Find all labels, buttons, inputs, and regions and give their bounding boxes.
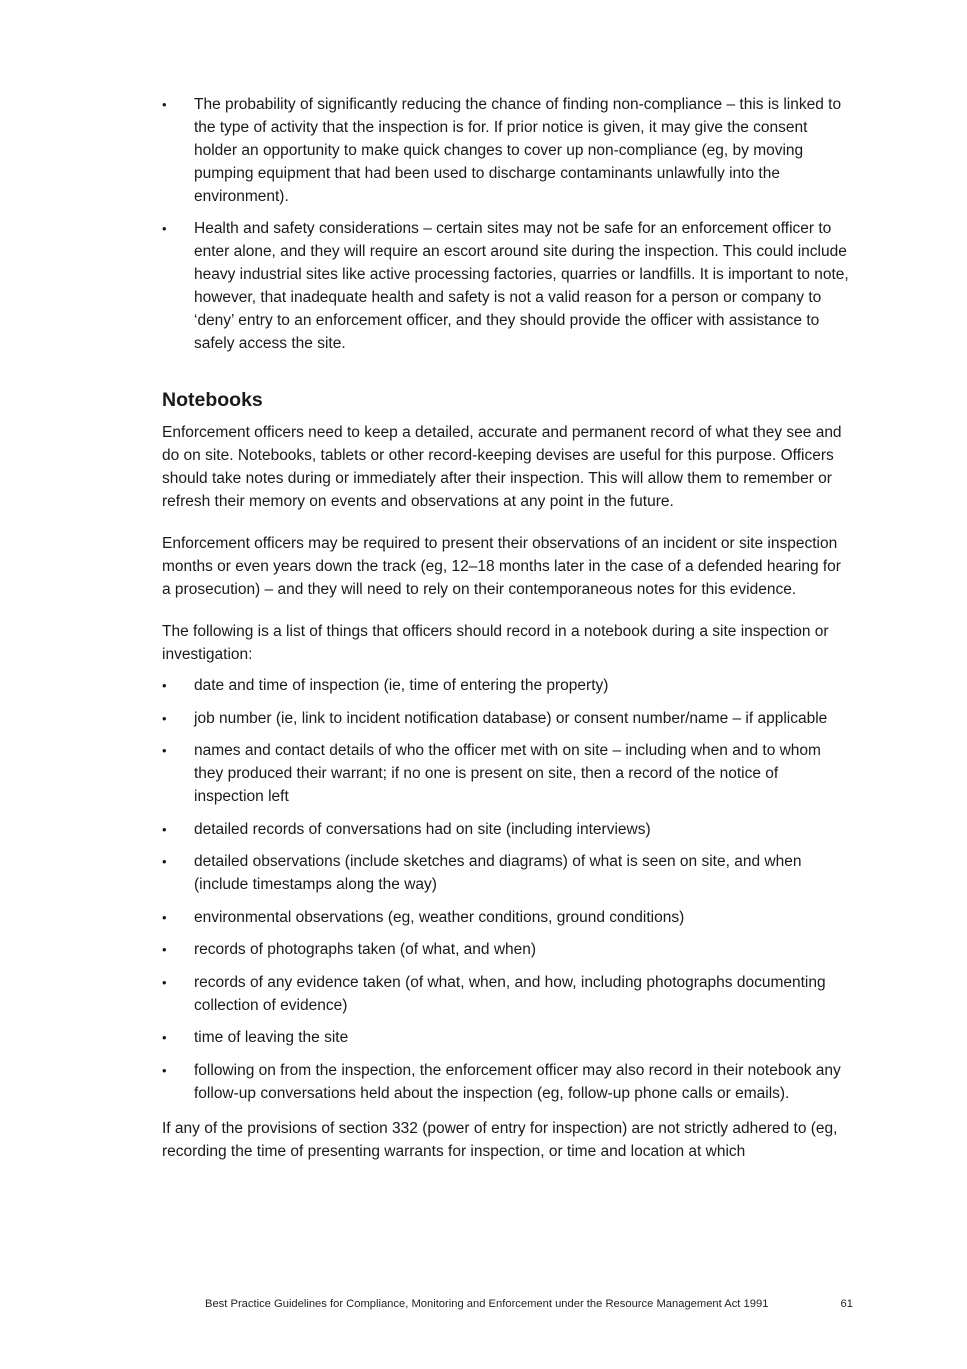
bullet-icon: • [162, 678, 167, 693]
list-item [162, 707, 852, 730]
list-item-text: records of any evidence taken (of what, when, and how, including photographs documenting collection of evidence) [194, 973, 826, 1014]
list-item [162, 739, 852, 808]
bullet-icon: • [162, 1062, 167, 1078]
list-item [162, 971, 852, 1017]
list-item-text: Health and safety considerations – certain sites may not be safe for an enforcement officer to enter alone, and they will require an escort around site during the inspection. This could include heavy industrial sites like active processing factories, quarries or landfills. It is important to note, however, that inadequate health and safety is not a valid reason for a person or company to ‘deny’ entry to an enforcement officer, and they should provide the officer with assistance to safely access the site. [194, 220, 849, 352]
list-item-text: detailed records of conversations had on site (including interviews) [194, 820, 651, 838]
list-item [162, 1026, 852, 1049]
list-item-text: names and contact details of who the officer met with on site – including when and to whom they produced their warrant; if no one is present on site, then a record of the notice of inspection left [194, 742, 821, 805]
page-number: 61 [840, 1298, 853, 1310]
list-item-text: The probability of significantly reducing the chance of finding non-compliance – this is linked to the type of activity that the inspection is for. If prior notice is given, it may give the consent holder an opportunity to make quick changes to cover up non-compliance (eg, by moving pumping equipment that had been used to discharge contaminants unlawfully into the environment). [194, 96, 842, 205]
footer-title: Best Practice Guidelines for Compliance, Monitoring and Enforcement under the Resource Management Act 1991 [205, 1298, 769, 1310]
list-item [162, 850, 852, 896]
list-item [162, 906, 852, 929]
bullet-icon: • [162, 1030, 167, 1045]
list-item [162, 93, 852, 208]
list-item [162, 674, 852, 697]
bullet-icon: • [162, 942, 167, 957]
top-bullet-list [162, 93, 852, 355]
paragraph: The following is a list of things that officers should record in a notebook during a site inspection or investigation: [162, 623, 829, 663]
bullet-icon: • [162, 854, 167, 869]
bullet-icon: • [162, 221, 167, 236]
bullet-icon: • [162, 974, 167, 990]
document-page [162, 93, 852, 1182]
list-item-text: time of leaving the site [194, 1029, 349, 1046]
bullet-icon: • [162, 743, 167, 758]
paragraph: Enforcement officers may be required to present their observations of an incident or site inspection months or even years down the track (eg, 12–18 months later in the case of a defended hearing for a prosecution) – and they will need to rely on their contemporaneous notes for this evidence. [162, 535, 841, 598]
section-heading: Notebooks [162, 389, 263, 411]
list-item-text: environmental observations (eg, weather conditions, ground conditions) [194, 908, 685, 926]
list-item-text: detailed observations (include sketches and diagrams) of what is seen on site, and when (include timestamps along the way) [194, 853, 802, 893]
list-item-text: records of photographs taken (of what, and when) [194, 941, 537, 958]
list-item-text: date and time of inspection (ie, time of entering the property) [194, 677, 609, 694]
list-item-text: following on from the inspection, the enforcement officer may also record in their notebook any follow-up conversations held about the inspection (eg, follow-up phone calls or emails). [194, 1061, 841, 1102]
bullet-icon: • [162, 821, 167, 837]
list-item [162, 217, 852, 355]
paragraph: Enforcement officers need to keep a detailed, accurate and permanent record of what they see and do on site. Notebooks, tablets or other record-keeping devises are useful for this purpose. Officers should take notes during or immediately after their inspection. This will allow them to remember or refresh their memory on events and observations at any point in the future. [162, 424, 842, 510]
list-item [162, 938, 852, 961]
bullet-icon: • [162, 710, 167, 726]
list-item [162, 818, 852, 841]
bullet-icon: • [162, 97, 167, 112]
bullet-icon: • [162, 909, 167, 925]
list-item-text: job number (ie, link to incident notification database) or consent number/name – if applicable [194, 709, 828, 727]
paragraph: If any of the provisions of section 332 (power of entry for inspection) are not strictly adhered to (eg, recording the time of presenting warrants for inspection, or time and location at which [162, 1119, 838, 1160]
section-heading-wrap [162, 387, 852, 413]
notebook-record-list [162, 674, 852, 1105]
page-footer [205, 1298, 853, 1310]
list-item [162, 1059, 852, 1105]
